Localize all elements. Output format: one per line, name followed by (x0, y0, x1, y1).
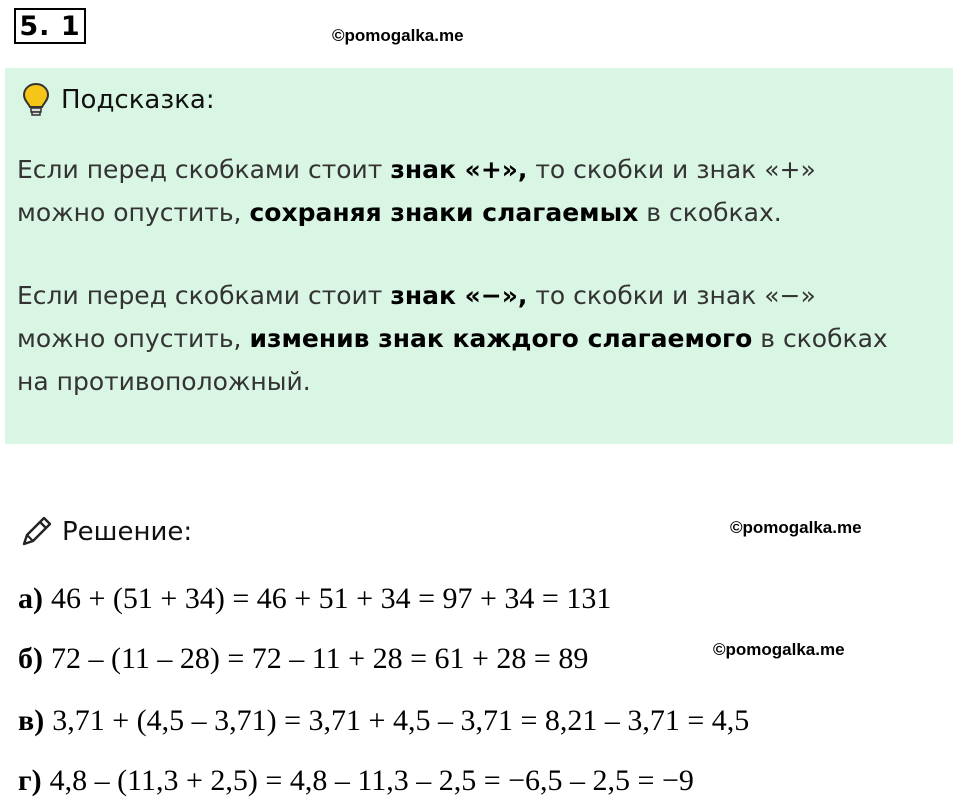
rule-text: Если перед скобками стоит (17, 155, 391, 184)
line-expression: 46 + (51 + 34) = 46 + 51 + 34 = 97 + 34 = 131 (51, 582, 612, 615)
rule-plus (17, 148, 816, 234)
task-number: 5. 1 (14, 8, 86, 44)
rule-text: в скобках. (638, 198, 782, 227)
line-label: а) (18, 582, 43, 615)
pencil-icon (18, 514, 54, 550)
lightbulb-icon (21, 82, 51, 118)
watermark: ©pomogalka.me (730, 518, 862, 537)
watermark: ©pomogalka.me (332, 26, 464, 45)
rule-minus (17, 274, 888, 403)
hint-header (21, 82, 215, 118)
rule-text: то скобки и знак «+» (527, 155, 816, 184)
solution-line (18, 764, 694, 798)
rule-bold: изменив знак каждого слагаемого (249, 324, 753, 353)
watermark: ©pomogalka.me (713, 640, 845, 659)
rule-text: можно опустить, (17, 198, 250, 227)
line-label: г) (18, 764, 42, 797)
solution-title: Решение: (62, 517, 193, 547)
solution-header (18, 514, 192, 550)
solution-line (18, 582, 611, 616)
solution-line (18, 642, 588, 676)
line-expression: 4,8 – (11,3 + 2,5) = 4,8 – 11,3 – 2,5 = −6,5 – 2,5 = −9 (49, 764, 694, 797)
rule-text: на противоположный. (17, 367, 311, 396)
rule-bold: знак «−», (390, 281, 528, 310)
rule-text: можно опустить, (17, 324, 250, 353)
line-expression: 72 – (11 – 28) = 72 – 11 + 28 = 61 + 28 = 89 (51, 642, 589, 675)
line-label: в) (18, 704, 45, 737)
line-label: б) (18, 642, 43, 675)
line-expression: 3,71 + (4,5 – 3,71) = 3,71 + 4,5 – 3,71 = 8,21 – 3,71 = 4,5 (52, 704, 750, 737)
rule-text: Если перед скобками стоит (17, 281, 391, 310)
solution-line (18, 704, 749, 738)
rule-bold: знак «+», (390, 155, 528, 184)
rule-text: то скобки и знак «−» (527, 281, 816, 310)
hint-box (5, 68, 953, 444)
hint-title: Подсказка: (61, 85, 215, 115)
rule-bold: сохраняя знаки слагаемых (249, 198, 639, 227)
rule-text: в скобках (752, 324, 888, 353)
